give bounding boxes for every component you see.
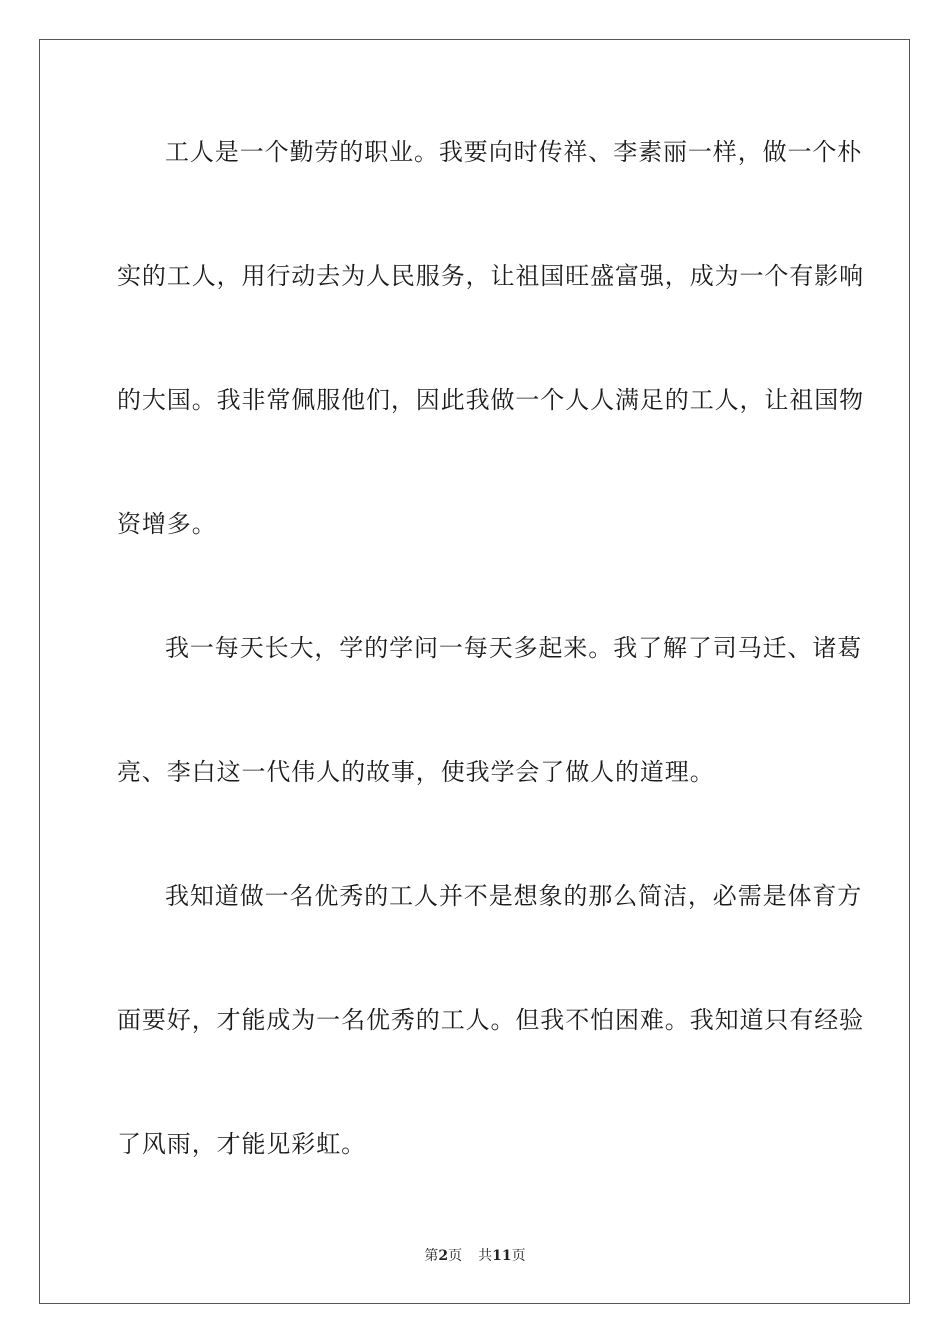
total-label-suffix: 页 bbox=[511, 1248, 526, 1264]
paragraph-3-line-3: 了风雨，才能见彩虹。 bbox=[117, 1130, 366, 1158]
total-pages: 11 bbox=[492, 1248, 512, 1264]
paragraph-1-line-3: 的大国。我非常佩服他们，因此我做一个人人满足的工人，让祖国物 bbox=[117, 386, 864, 414]
page-label-prefix: 第 bbox=[424, 1248, 439, 1264]
page-footer bbox=[0, 1246, 950, 1266]
paragraph-2-line-1: 我一每天长大，学的学问一每天多起来。我了解了司马迁、诸葛 bbox=[165, 634, 863, 662]
paragraph-3-line-1: 我知道做一名优秀的工人并不是想象的那么简洁，必需是体育方 bbox=[165, 882, 863, 910]
paragraph-2-line-2: 亮、李白这一代伟人的故事，使我学会了做人的道理。 bbox=[117, 758, 715, 786]
paragraph-1-line-2: 实的工人，用行动去为人民服务，让祖国旺盛富强，成为一个有影响 bbox=[117, 262, 864, 290]
page-label-suffix: 页 bbox=[448, 1248, 463, 1264]
page-number: 2 bbox=[438, 1248, 449, 1264]
total-label-prefix: 共 bbox=[478, 1248, 493, 1264]
paragraph-3-line-2: 面要好，才能成为一名优秀的工人。但我不怕困难。我知道只有经验 bbox=[117, 1006, 864, 1034]
paragraph-1-line-1: 工人是一个勤劳的职业。我要向时传祥、李素丽一样，做一个朴 bbox=[165, 138, 863, 166]
paragraph-1-line-4: 资增多。 bbox=[117, 510, 217, 538]
page-border bbox=[39, 39, 910, 1304]
